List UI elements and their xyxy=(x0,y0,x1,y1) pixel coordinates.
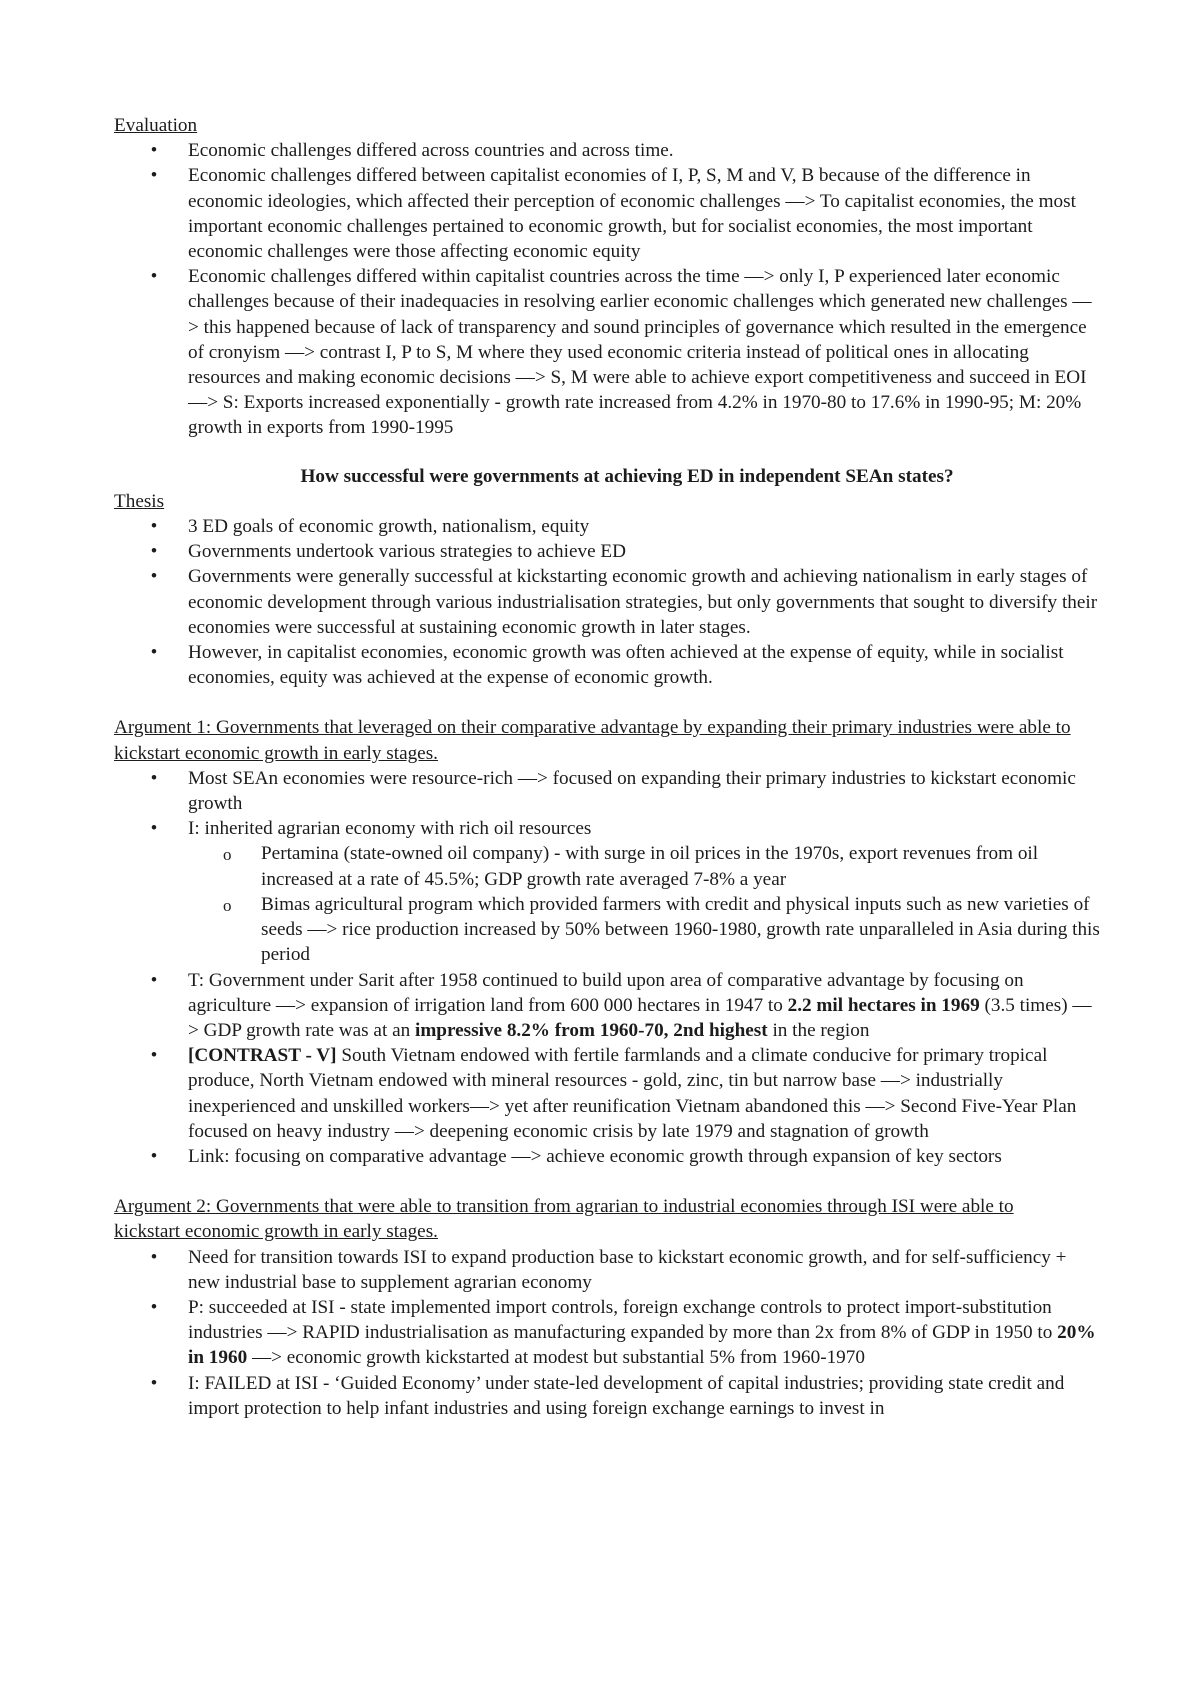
bullet-icon: • xyxy=(150,1145,158,1167)
bullet-icon: • xyxy=(150,1045,158,1067)
bullet-icon: • xyxy=(150,165,158,187)
bullet-icon: • xyxy=(150,516,158,538)
list-item: • P: succeeded at ISI - state implemented import controls, foreign exchange controls to protect import-substitution industries —> RAPID industrialisation as manufacturing expanded by more than 2x from 8% of GDP in 1950 to 20% in 1960 —> economic growth kickstarted at modest but substantial 5% from 1960-1970 xyxy=(188,1295,1100,1371)
bold-text: impressive 8.2% from 1960-70, 2nd highest xyxy=(414,1019,768,1041)
thesis-list xyxy=(114,514,1100,690)
bullet-icon: • xyxy=(150,969,158,991)
sub-list-item: o Bimas agricultural program which provided farmers with credit and physical inputs such as new varieties of seeds —> rice production increased by 50% between 1960-1980, growth rate unparalleled in Asia during this period xyxy=(223,893,1100,966)
list-item: • Need for transition towards ISI to expand production base to kickstart economic growth, and for self-sufficiency + new industrial base to supplement agrarian economy xyxy=(188,1245,1100,1295)
thesis-heading: Thesis xyxy=(114,490,165,512)
evaluation-heading: Evaluation xyxy=(114,115,198,136)
list-item: • I: FAILED at ISI - ‘Guided Economy’ under state-led development of capital industries; providing state credit and import protection to help infant industries and using foreign exchange earnings to invest in xyxy=(188,1371,1100,1421)
argument-1-heading: Argument 1: Governments that leveraged on their comparative advantage by expanding their primary industries were able to kickstart economic growth in early stages. xyxy=(114,717,1071,764)
bold-text: [CONTRAST - V] xyxy=(188,1045,337,1067)
list-item: • Governments undertook various strategies to achieve ED xyxy=(188,539,1100,564)
evaluation-list xyxy=(114,138,1100,440)
bullet-icon: • xyxy=(150,1296,158,1318)
bullet-icon: • xyxy=(150,266,158,288)
bullet-icon: • xyxy=(150,1246,158,1268)
argument-2-list xyxy=(114,1245,1100,1421)
list-item: • Economic challenges differed across countries and across time. xyxy=(188,138,1100,163)
bullet-icon: • xyxy=(150,642,158,664)
list-item: • Link: focusing on comparative advantage —> achieve economic growth through expansion of key sectors xyxy=(188,1144,1100,1169)
circle-bullet-icon: o xyxy=(223,845,232,865)
question-heading: How successful were governments at achieving ED in independent SEAn states? xyxy=(300,465,954,487)
circle-bullet-icon: o xyxy=(223,895,232,915)
list-item: • Most SEAn economies were resource-rich —> focused on expanding their primary industries to kickstart economic growth xyxy=(188,766,1100,816)
list-item: • Economic challenges differed within capitalist countries across the time —> only I, P experienced later economic challenges because of their inadequacies in resolving earlier economic challenges which generated new challenges —> this happened because of lack of transparency and sound principles of governance which resulted in the emergence of cronyism —> contrast I, P to S, M where they used economic criteria instead of political ones in allocating resources and making economic decisions —> S, M were able to achieve export competitiveness and succeed in EOI —> S: Exports increased exponentially - growth rate increased from 4.2% in 1970-80 to 17.6% in 1990-95; M: 20% growth in exports from 1990-1995 xyxy=(188,264,1100,440)
sub-list-item: o Pertamina (state-owned oil company) - with surge in oil prices in the 1970s, export revenues from oil increased at a rate of 45.5%; GDP growth rate averaged 7-8% a year xyxy=(223,843,1039,890)
list-item: • Governments were generally successful at kickstarting economic growth and achieving nationalism in early stages of economic development through various industrialisation strategies, but only governments that sought to diversify their economies were successful at sustaining economic growth in later stages. xyxy=(188,564,1100,640)
bold-text: 20% in 1960 xyxy=(188,1322,1096,1369)
bullet-icon: • xyxy=(150,767,158,789)
bullet-icon: • xyxy=(150,818,158,840)
argument-2-heading: Argument 2: Governments that were able to transition from agrarian to industrial economies through ISI were able to kickstart economic growth in early stages. xyxy=(114,1196,1014,1243)
list-item: • I: inherited agrarian economy with rich oil resources o Pertamina (state-owned oil company) - with surge in oil prices in the 1970s, export revenues from oil increased at a rate of 45.5%; GDP growth rate averaged 7-8% a year o Bimas agricultural program which provided farmers with credit and physical inputs such as new varieties of seeds —> rice production increased by 50% between 1960-1980, growth rate unparalleled in Asia during this period xyxy=(188,816,1100,967)
list-item: • 3 ED goals of economic growth, nationalism, equity xyxy=(188,514,1100,539)
list-item: • Economic challenges differed between capitalist economies of I, P, S, M and V, B because of the difference in economic ideologies, which affected their perception of economic challenges —> To capitalist economies, the most important economic challenges pertained to economic growth, but for socialist economies, the most important economic challenges were those affecting economic equity xyxy=(188,163,1100,264)
bullet-icon: • xyxy=(150,140,158,162)
sub-list xyxy=(188,841,1100,967)
bold-text: 2.2 mil hectares in 1969 xyxy=(787,994,980,1016)
list-item: • [CONTRAST - V] South Vietnam endowed with fertile farmlands and a climate conducive for primary tropical produce, North Vietnam endowed with mineral resources - gold, zinc, tin but narrow base —> industrially inexperienced and unskilled workers—> yet after reunification Vietnam abandoned this —> Second Five-Year Plan focused on heavy industry —> deepening economic crisis by late 1979 and stagnation of growth xyxy=(188,1043,1100,1144)
list-item: • However, in capitalist economies, economic growth was often achieved at the expense of equity, while in socialist economies, equity was achieved at the expense of economic growth. xyxy=(188,640,1100,690)
list-item: • T: Government under Sarit after 1958 continued to build upon area of comparative advantage by focusing on agriculture —> expansion of irrigation land from 600 000 hectares in 1947 to 2.2 mil hectares in 1969 (3.5 times) —> GDP growth rate was at an impressive 8.2% from 1960-70, 2nd highest in the region xyxy=(188,968,1100,1044)
argument-1-list xyxy=(114,766,1100,1169)
bullet-icon: • xyxy=(150,541,158,563)
bullet-icon: • xyxy=(150,566,158,588)
spacer xyxy=(114,1169,1100,1194)
bullet-icon: • xyxy=(150,1372,158,1394)
spacer xyxy=(114,690,1100,715)
